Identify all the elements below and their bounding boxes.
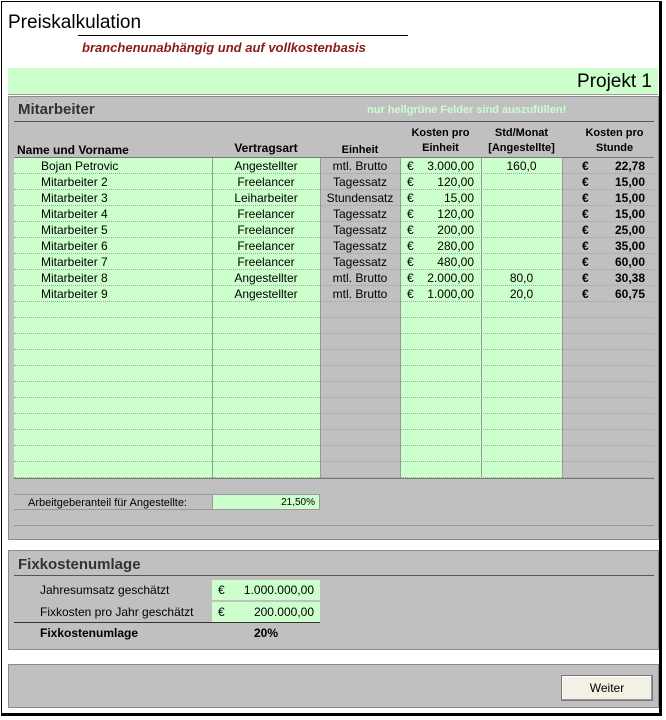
currency-symbol: € [582, 175, 589, 189]
unit: Tagessatz [332, 239, 388, 253]
umlage-value: 20% [254, 626, 279, 640]
hours-per-month[interactable] [481, 190, 562, 206]
contract-type[interactable]: Freelancer [237, 255, 295, 269]
table-row [14, 286, 654, 302]
unit: mtl. Brutto [332, 287, 388, 301]
table-row [14, 270, 654, 286]
page-title: Preiskalkulation [8, 12, 142, 33]
hours-per-month[interactable] [481, 238, 562, 254]
cost-per-hour: 15,00 [614, 191, 645, 205]
currency-symbol: € [582, 207, 589, 221]
employee-name[interactable]: Mitarbeiter 4 [41, 207, 108, 221]
currency-symbol: € [407, 287, 414, 301]
currency-symbol: € [582, 271, 589, 285]
employee-name[interactable]: Mitarbeiter 2 [41, 175, 108, 189]
title-underline [78, 35, 408, 36]
cost-per-unit[interactable]: 120,00 [437, 207, 474, 221]
mitarbeiter-heading-rule [14, 121, 654, 122]
cost-per-unit[interactable]: 2.000,00 [427, 271, 474, 285]
currency-symbol: € [582, 159, 589, 173]
page-subtitle: branchenunabhängig und auf vollkostenbasis [82, 40, 366, 55]
unit: Tagessatz [332, 255, 388, 269]
employee-name[interactable]: Bojan Petrovic [41, 159, 119, 173]
currency-symbol: € [407, 271, 414, 285]
cost-per-hour: 60,75 [614, 287, 645, 301]
header-name: Name und Vorname [17, 143, 129, 157]
table-row [14, 174, 654, 190]
table-row [14, 190, 654, 206]
cost-per-unit[interactable]: 480,00 [437, 255, 474, 269]
weiter-button[interactable]: Weiter [561, 675, 653, 701]
table-row [14, 206, 654, 222]
jahresumsatz-value: 1.000.000,00 [243, 583, 314, 597]
contract-type[interactable]: Angestellter [234, 287, 298, 301]
mitarbeiter-bottom-rule [14, 525, 654, 526]
currency-symbol: € [582, 255, 589, 269]
cost-per-hour: 22,78 [614, 159, 645, 173]
unit: Tagessatz [332, 223, 388, 237]
employee-name[interactable]: Mitarbeiter 7 [41, 255, 108, 269]
table-row [14, 222, 654, 238]
fixkosten-input[interactable] [212, 602, 320, 622]
header-kosten-line1: Kosten pro [411, 127, 470, 139]
currency-symbol: € [582, 191, 589, 205]
header-vertragsart: Vertragsart [234, 141, 298, 155]
currency-symbol: € [407, 175, 414, 189]
unit: Tagessatz [332, 175, 388, 189]
contract-type[interactable]: Angestellter [234, 159, 298, 173]
header-stunde-line2: Stunde [595, 142, 634, 154]
currency-symbol: € [407, 239, 414, 253]
mitarbeiter-heading: Mitarbeiter [18, 101, 95, 118]
unit: Stundensatz [326, 191, 394, 205]
currency-symbol: € [407, 191, 414, 205]
fixkosten-value: 200.000,00 [253, 605, 314, 619]
header-einheit: Einheit [341, 144, 379, 156]
cost-per-hour: 60,00 [614, 255, 645, 269]
contract-type[interactable]: Leiharbeiter [234, 191, 298, 205]
header-std-line2: [Angestellte] [488, 142, 555, 154]
cost-per-hour: 30,38 [614, 271, 645, 285]
currency-symbol: € [218, 583, 225, 597]
hours-per-month[interactable] [481, 174, 562, 190]
employee-name[interactable]: Mitarbeiter 3 [41, 191, 108, 205]
row-separator [14, 413, 654, 415]
employee-name[interactable]: Mitarbeiter 5 [41, 223, 108, 237]
cost-per-hour: 15,00 [614, 175, 645, 189]
hours-per-month[interactable]: 160,0 [506, 159, 537, 173]
row-separator [14, 445, 654, 447]
currency-symbol: € [407, 255, 414, 269]
contract-type[interactable]: Angestellter [234, 271, 298, 285]
cost-per-hour: 15,00 [614, 207, 645, 221]
employee-name[interactable]: Mitarbeiter 8 [41, 271, 108, 285]
row-separator [14, 397, 654, 399]
unit: Tagessatz [332, 207, 388, 221]
currency-symbol: € [407, 207, 414, 221]
jahresumsatz-label: Jahresumsatz geschätzt [40, 583, 170, 597]
header-kosten-line2: Einheit [422, 142, 459, 154]
contract-type[interactable]: Freelancer [237, 239, 295, 253]
umlage-label: Fixkostenumlage [40, 626, 139, 640]
employee-name[interactable]: Mitarbeiter 6 [41, 239, 108, 253]
hours-per-month[interactable]: 80,0 [509, 271, 534, 285]
table-row [14, 254, 654, 270]
header-std-line1: Std/Monat [494, 127, 549, 139]
hours-per-month[interactable] [481, 254, 562, 270]
employee-name[interactable]: Mitarbeiter 9 [41, 287, 108, 301]
row-separator [14, 349, 654, 351]
currency-symbol: € [582, 287, 589, 301]
table-row [14, 158, 654, 174]
unit: mtl. Brutto [332, 271, 388, 285]
currency-symbol: € [407, 159, 414, 173]
unit: mtl. Brutto [332, 159, 388, 173]
table-row [14, 238, 654, 254]
cost-per-unit[interactable]: 280,00 [437, 239, 474, 253]
project-bar [8, 68, 658, 95]
row-separator [14, 429, 654, 431]
contract-type[interactable]: Freelancer [237, 223, 295, 237]
currency-symbol: € [407, 223, 414, 237]
hours-per-month[interactable] [481, 222, 562, 238]
currency-symbol: € [582, 239, 589, 253]
project-title: Projekt 1 [577, 71, 652, 92]
fixkosten-heading-rule [14, 575, 654, 576]
row-separator [14, 381, 654, 383]
row-separator [14, 461, 654, 463]
row-separator [14, 365, 654, 367]
hours-per-month[interactable]: 20,0 [509, 287, 534, 301]
contract-type[interactable]: Freelancer [237, 207, 295, 221]
jahresumsatz-row [14, 580, 320, 600]
jahresumsatz-input[interactable] [212, 580, 320, 600]
row-separator [14, 333, 654, 335]
cost-per-unit[interactable]: 120,00 [437, 175, 474, 189]
fill-hint: nur hellgrüne Felder sind auszufüllen! [367, 104, 567, 116]
arbeitgeberanteil-input[interactable]: 21,50% [212, 494, 320, 510]
currency-symbol: € [582, 223, 589, 237]
umlage-row [14, 623, 320, 643]
header-stunde-line1: Kosten pro [585, 127, 644, 139]
cost-per-hour: 35,00 [614, 239, 645, 253]
contract-type[interactable]: Freelancer [237, 175, 295, 189]
row-separator [14, 317, 654, 319]
currency-symbol: € [218, 605, 225, 619]
fixkosten-row [14, 602, 320, 622]
hours-per-month[interactable] [481, 206, 562, 222]
fixkosten-label: Fixkosten pro Jahr geschätzt [40, 605, 194, 619]
cost-per-unit[interactable]: 3.000,00 [427, 159, 474, 173]
cost-per-unit[interactable]: 15,00 [443, 191, 474, 205]
cost-per-hour: 25,00 [614, 223, 645, 237]
cost-per-unit[interactable]: 1.000,00 [427, 287, 474, 301]
arbeitgeberanteil-label: Arbeitgeberanteil für Angestellte: [14, 494, 212, 510]
fixkosten-heading: Fixkostenumlage [18, 556, 141, 573]
cost-per-unit[interactable]: 200,00 [437, 223, 474, 237]
table-bottom-rule [14, 478, 654, 479]
